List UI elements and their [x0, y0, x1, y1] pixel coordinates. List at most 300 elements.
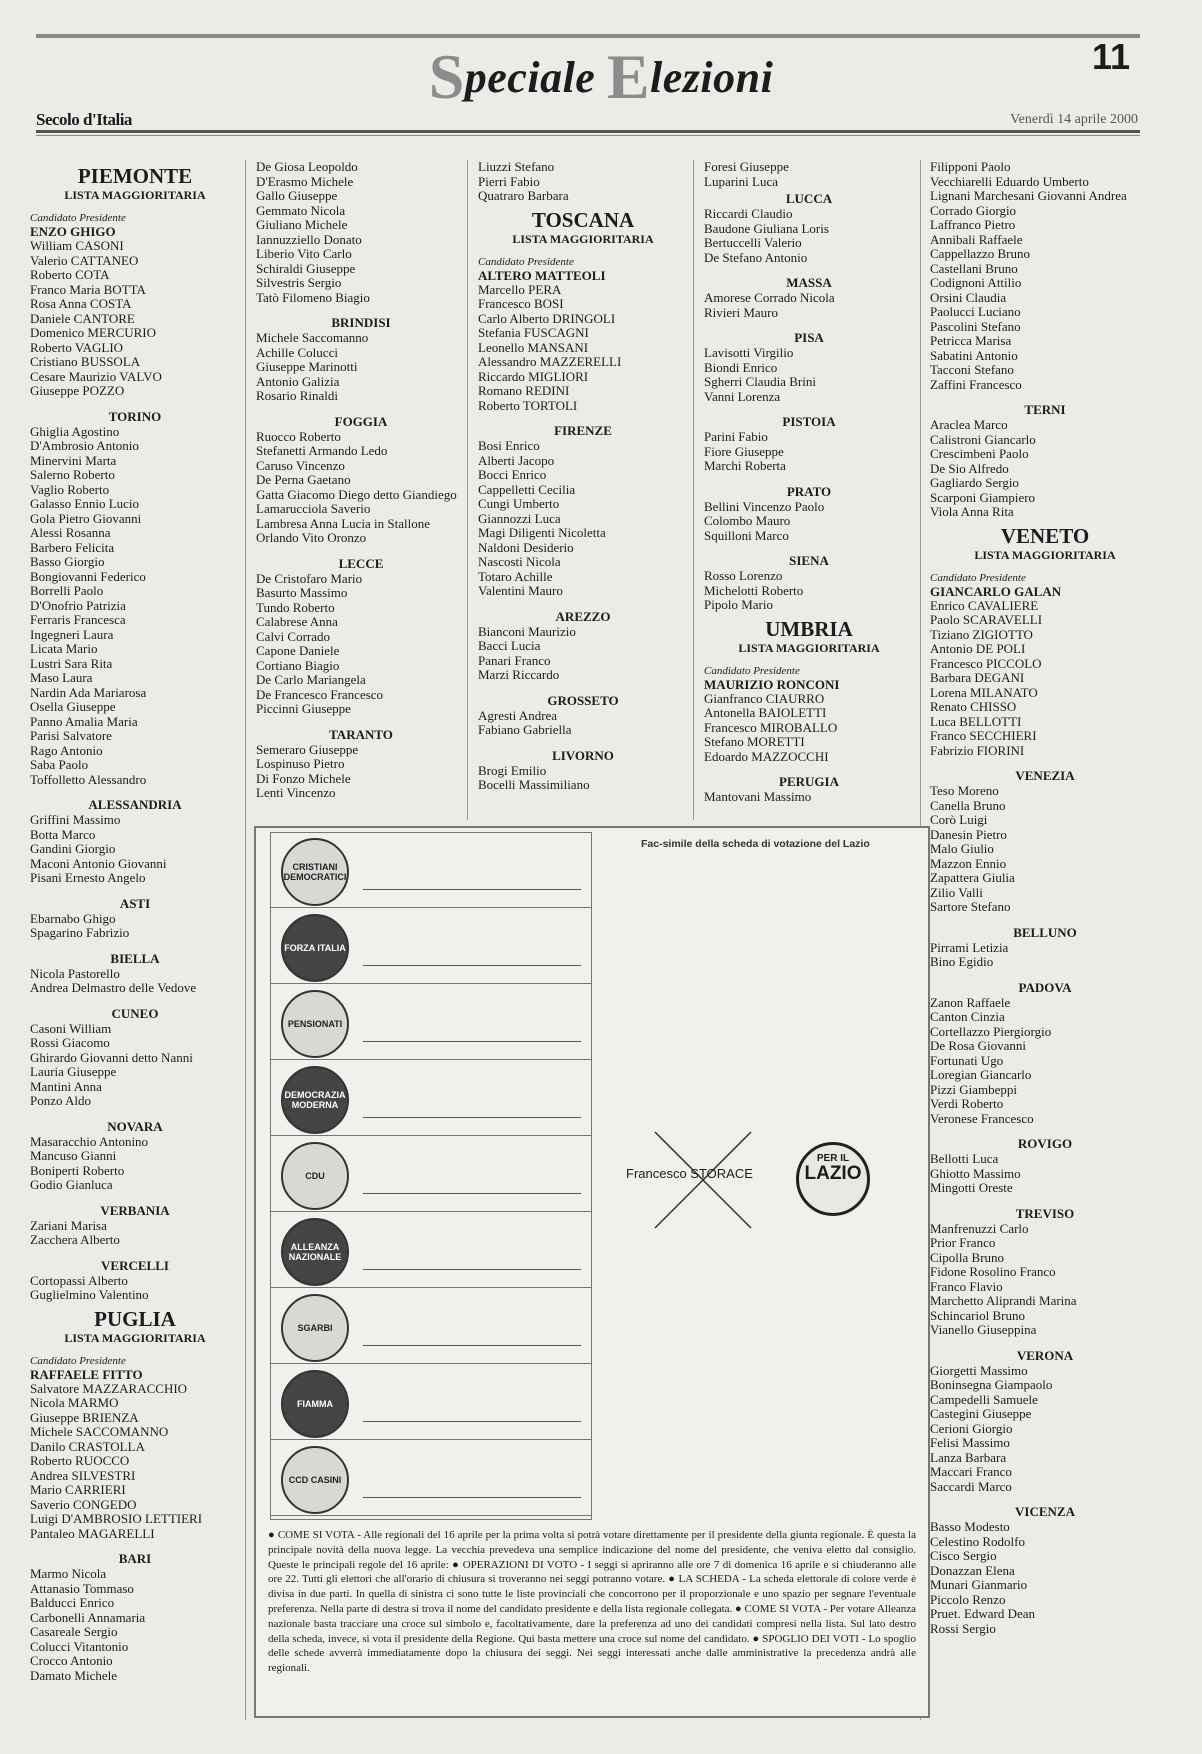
city-heading: BRINDISI — [331, 315, 391, 330]
preference-line — [363, 1345, 581, 1346]
city-heading: TARANTO — [329, 726, 393, 742]
candidate-name: Domenico MERCURIO — [30, 325, 157, 340]
candidate-name: Francesco BOSI — [478, 296, 564, 311]
candidate-name: Parini Fabio — [704, 429, 768, 444]
candidate-name: Bellini Vincenzo Paolo — [704, 498, 825, 514]
candidate-name: Balducci Enrico — [30, 1595, 115, 1610]
candidate-name: Celestino Rodolfo — [930, 1533, 1025, 1549]
candidate-name: Rosario Rinaldi — [256, 388, 338, 403]
candidate-name: Rago Antonio — [30, 742, 103, 758]
candidate-name: Corò Luigi — [930, 812, 988, 827]
candidate-name: Lospinuso Pietro — [256, 756, 345, 771]
candidate-name: De Stefano Antonio — [704, 249, 808, 265]
candidate-name: Munari Gianmario — [930, 1577, 1028, 1592]
candidate-name: Franco SECCHIERI — [930, 728, 1037, 743]
city-heading: VENEZIA — [1015, 768, 1075, 783]
candidate-name: Giuseppe BRIENZA — [30, 1409, 139, 1425]
name-list — [930, 996, 1160, 1127]
candidate-name: Rossi Giacomo — [30, 1035, 110, 1050]
candidate-name: Cungi Umberto — [478, 496, 560, 511]
candidate-name: Michelotti Roberto — [704, 582, 804, 598]
president-name: MAURIZIO RONCONI — [704, 676, 840, 692]
candidate-label: Candidato Presidente — [30, 1354, 126, 1367]
party-row — [271, 833, 591, 908]
candidate-name: Boniperti Roberto — [30, 1162, 125, 1178]
name-list — [704, 291, 914, 320]
candidate-name: Crocco Antonio — [30, 1653, 113, 1668]
candidate-name: Francesco PICCOLO — [930, 655, 1042, 671]
candidate-name: Daniele CANTORE — [30, 310, 135, 326]
candidate-name: Salerno Roberto — [30, 467, 115, 482]
candidate-name: Lanza Barbara — [930, 1449, 1007, 1465]
candidate-name: Bellotti Luca — [930, 1151, 999, 1166]
list-label: LISTA MAGGIORITARIA — [974, 547, 1116, 562]
presidential-candidate: Francesco STORACE — [626, 1166, 753, 1181]
party-row — [271, 1289, 591, 1364]
city-heading: TORINO — [108, 408, 162, 424]
candidate-name: Alessi Rosanna — [30, 525, 111, 540]
city-heading: GROSSETO — [547, 692, 619, 708]
column-divider — [467, 160, 468, 820]
candidate-name: Paolucci Luciano — [930, 304, 1021, 319]
candidate-name: Pirrami Letizia — [930, 939, 1009, 955]
candidate-name: Filipponi Paolo — [930, 159, 1011, 174]
candidate-name: Salvatore MAZZARACCHIO — [30, 1380, 188, 1396]
candidate-name: Gianfranco CIAURRO — [704, 690, 825, 706]
name-list — [478, 160, 688, 204]
candidate-name: Carlo Alberto DRINGOLI — [478, 310, 616, 326]
candidate-name: De Francesco Francesco — [256, 686, 384, 702]
candidate-name: Alessandro MAZZERELLI — [478, 354, 622, 369]
region-title: PIEMONTE — [77, 164, 193, 188]
city-heading: AREZZO — [555, 608, 611, 624]
candidate-name: Barbara DEGANI — [930, 670, 1025, 685]
candidate-name: Gemmato Nicola — [256, 202, 346, 218]
candidate-name: Canella Bruno — [930, 797, 1006, 813]
candidate-name: Mantini Anna — [30, 1078, 102, 1094]
candidate-name: Tacconi Stefano — [930, 362, 1014, 377]
candidate-name: Rosa Anna COSTA — [30, 296, 132, 311]
candidate-name: Maconi Antonio Giovanni — [30, 855, 167, 871]
candidate-name: Mancuso Gianni — [30, 1148, 117, 1163]
city-heading: PADOVA — [1018, 979, 1072, 995]
candidate-name: Cipolla Bruno — [930, 1249, 1005, 1265]
candidate-name: Paolo SCARAVELLI — [930, 612, 1043, 627]
city-heading: PRATO — [786, 483, 832, 499]
city-heading: LUCCA — [785, 191, 833, 206]
list-label: LISTA MAGGIORITARIA — [512, 231, 654, 246]
party-logo-icon: ALLEANZA NAZIONALE — [281, 1218, 349, 1286]
preference-line — [363, 1269, 581, 1270]
candidate-name: Calistroni Giancarlo — [930, 431, 1036, 447]
city-heading: PERUGIA — [779, 774, 839, 789]
candidate-name: William CASONI — [30, 238, 124, 253]
region-title: UMBRIA — [765, 616, 853, 641]
party-logo-icon: PENSIONATI — [281, 990, 349, 1058]
party-list-table — [270, 832, 592, 1520]
candidate-name: Ghiglia Agostino — [30, 423, 120, 439]
candidate-name: Foresi Giuseppe — [704, 159, 789, 174]
column-2 — [256, 160, 466, 801]
candidate-name: Gola Pietro Giovanni — [30, 510, 142, 526]
city-heading: VICENZA — [1015, 1504, 1075, 1519]
party-row — [271, 1441, 591, 1516]
candidate-name: Valentini Mauro — [478, 583, 563, 598]
name-list — [930, 1152, 1160, 1196]
city-heading: FIRENZE — [554, 423, 612, 438]
candidate-name: Pierri Fabio — [478, 173, 540, 189]
candidate-name: Sgherri Claudia Brini — [704, 374, 816, 389]
candidate-name: Baudone Giuliana Loris — [704, 220, 829, 236]
candidate-name: Lambresa Anna Lucia in Stallone — [256, 515, 431, 531]
city-heading: MASSA — [786, 275, 832, 290]
candidate-name: Marcello PERA — [478, 281, 562, 297]
candidate-name: Agresti Andrea — [478, 707, 558, 723]
candidate-name: Antonella BAIOLETTI — [704, 705, 827, 720]
candidate-name: Scarponi Giampiero — [930, 489, 1036, 505]
party-logo-icon: FORZA ITALIA — [281, 914, 349, 982]
president-name: GIANCARLO GALAN — [930, 583, 1062, 599]
candidate-name: Edoardo MAZZOCCHI — [704, 748, 829, 764]
city-heading: FOGGIA — [334, 413, 388, 429]
city-heading: LIVORNO — [552, 747, 614, 763]
candidate-name: Sartore Stefano — [930, 899, 1011, 914]
candidate-name: De Perna Gaetano — [256, 472, 351, 487]
candidate-name: Danesin Pietro — [930, 826, 1007, 842]
candidate-name: Pruet. Edward Dean — [930, 1606, 1036, 1621]
candidate-name: Mingotti Oreste — [930, 1180, 1013, 1195]
candidate-name: Mazzon Ennio — [930, 855, 1007, 871]
candidate-name: Cortiano Biagio — [256, 657, 340, 673]
list-label: LISTA MAGGIORITARIA — [738, 640, 880, 655]
candidate-name: Cisco Sergio — [930, 1548, 997, 1563]
ballot-facsimile — [254, 826, 930, 1718]
candidate-name: Ingegneri Laura — [30, 626, 114, 642]
header-rule-thin — [36, 135, 1140, 136]
city-heading: ALESSANDRIA — [88, 797, 182, 812]
candidate-name: Pipolo Mario — [704, 597, 773, 612]
name-list — [256, 430, 466, 546]
candidate-name: D'Onofrio Patrizia — [30, 597, 126, 613]
city-heading: NOVARA — [107, 1118, 163, 1134]
region-title: TOSCANA — [531, 207, 635, 232]
city-heading: TERNI — [1024, 402, 1066, 417]
candidate-name: Vianello Giuseppina — [930, 1322, 1037, 1337]
candidate-name: Capone Daniele — [256, 643, 340, 658]
candidate-name: Griffini Massimo — [30, 812, 121, 827]
president-name: RAFFAELE FITTO — [30, 1366, 143, 1382]
candidate-name: Galasso Ennio Lucio — [30, 496, 140, 511]
issue-date: Venerdì 14 aprile 2000 — [1010, 112, 1138, 127]
name-list — [704, 500, 914, 544]
candidate-name: Nardin Ada Mariarosa — [30, 684, 147, 700]
name-list — [478, 439, 688, 599]
candidate-name: Leonello MANSANI — [478, 339, 589, 355]
candidate-name: Orlando Vito Oronzo — [256, 530, 367, 545]
preference-line — [363, 1421, 581, 1422]
party-row — [271, 1061, 591, 1136]
candidate-name: Carbonelli Annamaria — [30, 1609, 146, 1625]
candidate-name: Luparini Luca — [704, 173, 778, 189]
candidate-name: Alberti Jacopo — [478, 452, 555, 468]
candidate-name: Maccari Franco — [930, 1464, 1012, 1479]
candidate-name: Brogi Emilio — [478, 762, 547, 778]
city-heading: VERCELLI — [101, 1257, 169, 1273]
city-heading: VERONA — [1016, 1347, 1074, 1363]
candidate-name: Bocelli Massimiliano — [478, 777, 590, 792]
candidate-name: Ferraris Francesca — [30, 612, 126, 627]
column-divider — [693, 160, 694, 820]
candidate-name: Renato CHISSO — [930, 699, 1017, 714]
candidate-name: Cappellazzo Bruno — [930, 246, 1030, 261]
candidate-name: Osella Giuseppe — [30, 699, 116, 714]
candidate-name: Prior Franco — [930, 1235, 996, 1250]
candidate-name: Zariani Marisa — [30, 1217, 107, 1233]
candidate-name: Schiraldi Giuseppe — [256, 260, 356, 276]
candidate-name: Fiore Giuseppe — [704, 443, 784, 459]
title-word-2: lezioni — [650, 53, 774, 102]
candidate-name: Stefania FUSCAGNI — [478, 325, 589, 340]
candidate-name: Danilo CRASTOLLA — [30, 1438, 145, 1454]
candidate-name: De Cristofaro Mario — [256, 570, 363, 586]
candidate-name: Barbero Felicita — [30, 539, 115, 555]
name-list — [256, 743, 466, 801]
candidate-name: Gatta Giacomo Diego detto Giandiego — [256, 486, 457, 502]
candidate-name: Pascolini Stefano — [930, 318, 1021, 334]
candidate-name: Tiziano ZIGIOTTO — [930, 626, 1033, 642]
candidate-name: Iannuzziello Donato — [256, 231, 362, 247]
candidate-name: Manfrenuzzi Carlo — [930, 1220, 1029, 1236]
title-initial: E — [606, 41, 651, 112]
name-list — [30, 1219, 240, 1248]
candidate-name: Nascosti Nicola — [478, 554, 561, 569]
candidate-name: Giuseppe Marinotti — [256, 359, 358, 374]
candidate-name: Lamarucciola Saverio — [256, 501, 371, 516]
column-divider — [245, 160, 246, 1720]
preference-line — [363, 1117, 581, 1118]
candidate-name: Roberto RUOCCO — [30, 1453, 130, 1468]
party-logo-icon: FIAMMA — [281, 1370, 349, 1438]
title-initial: S — [428, 41, 465, 112]
candidate-name: Crescimbeni Paolo — [930, 446, 1029, 461]
logo-text-top: PER IL — [816, 1153, 850, 1164]
candidate-name: Lignani Marchesani Giovanni Andrea — [930, 188, 1127, 203]
party-logo-icon: DEMOCRAZIA MODERNA — [281, 1066, 349, 1134]
city-heading: BARI — [118, 1551, 152, 1566]
name-list — [930, 418, 1160, 520]
city-heading: VERBANIA — [100, 1202, 170, 1218]
candidate-name: Lauria Giuseppe — [30, 1064, 117, 1079]
candidate-name: Tundo Roberto — [256, 599, 335, 615]
column-4 — [704, 160, 914, 805]
candidate-name: Stefanetti Armando Ledo — [256, 443, 388, 458]
preference-line — [363, 1193, 581, 1194]
candidate-name: Gandini Giorgio — [30, 841, 116, 856]
name-list — [930, 784, 1160, 915]
city-heading: BIELLA — [110, 950, 160, 966]
candidate-name: Roberto TORTOLI — [478, 397, 578, 413]
candidate-name: Caruso Vincenzo — [256, 457, 345, 473]
candidate-name: Parisi Salvatore — [30, 728, 112, 743]
candidate-name: Giorgetti Massimo — [930, 1362, 1028, 1378]
candidate-name: Naldoni Desiderio — [478, 539, 574, 555]
candidate-name: Bino Egidio — [930, 954, 994, 969]
name-list — [930, 941, 1160, 970]
candidate-name: Maso Laura — [30, 670, 93, 685]
header-rule — [36, 130, 1140, 133]
candidate-name: Semeraro Giuseppe — [256, 741, 359, 757]
candidate-name: Bacci Lucia — [478, 638, 541, 653]
candidate-name: Zacchera Alberto — [30, 1232, 120, 1247]
candidate-name: Franco Flavio — [930, 1278, 1003, 1294]
candidate-name: Antonio Galizia — [256, 373, 340, 389]
newspaper-name: Secolo d'Italia — [36, 110, 132, 129]
name-list — [478, 625, 688, 683]
name-list — [930, 1520, 1160, 1636]
party-row — [271, 909, 591, 984]
candidate-name: De Rosa Giovanni — [930, 1038, 1027, 1053]
candidate-name: Fabrizio FIORINI — [930, 742, 1025, 758]
candidate-name: Castegini Giuseppe — [930, 1406, 1032, 1421]
candidate-name: Ruocco Roberto — [256, 428, 341, 444]
candidate-name: Nicola Pastorello — [30, 965, 120, 981]
candidate-name: Saccardi Marco — [930, 1478, 1012, 1494]
candidate-name: Basurto Massimo — [256, 585, 348, 600]
region-title: VENETO — [1000, 523, 1090, 548]
city-heading: TREVISO — [1015, 1205, 1075, 1221]
candidate-name: Michele SACCOMANNO — [30, 1424, 169, 1439]
candidate-name: Malo Giulio — [930, 841, 994, 856]
candidate-name: Felisi Massimo — [930, 1435, 1010, 1450]
candidate-name: Riccardo MIGLIORI — [478, 368, 589, 384]
section-title — [0, 40, 1202, 110]
candidate-name: Marchi Roberta — [704, 458, 786, 473]
candidate-name: Spagarino Fabrizio — [30, 925, 130, 940]
candidate-name: De Carlo Mariangela — [256, 672, 366, 687]
candidate-name: Ghiotto Massimo — [930, 1165, 1021, 1181]
candidate-name: Viola Anna Rita — [930, 504, 1014, 519]
candidate-name: Di Fonzo Michele — [256, 770, 351, 786]
candidate-name: Magi Diligenti Nicoletta — [478, 525, 606, 540]
candidate-name: Silvestris Sergio — [256, 275, 342, 290]
candidate-name: Vanni Lorenza — [704, 388, 781, 404]
name-list — [704, 346, 914, 404]
party-row — [271, 985, 591, 1060]
candidate-name: Rossi Sergio — [930, 1620, 996, 1636]
city-heading: ASTI — [119, 895, 151, 911]
candidate-name: Piccinni Giuseppe — [256, 701, 351, 716]
candidate-name: Bosi Enrico — [478, 438, 540, 453]
candidate-name: Petricca Marisa — [930, 333, 1012, 348]
candidate-name: Codignoni Attilio — [930, 275, 1022, 290]
candidate-name: Pisani Ernesto Angelo — [30, 870, 146, 885]
title-word-1: peciale — [464, 53, 607, 102]
candidate-name: Calabrese Anna — [256, 614, 338, 629]
column-1 — [30, 160, 240, 1683]
preference-line — [363, 1497, 581, 1498]
candidate-name: Attanasio Tommaso — [30, 1580, 134, 1596]
candidate-name: Basso Giorgio — [30, 554, 105, 569]
candidate-name: Basso Modesto — [930, 1519, 1010, 1534]
name-list — [704, 790, 914, 805]
candidate-name: Orsini Claudia — [930, 289, 1007, 305]
candidate-label: Candidato Presidente — [704, 664, 800, 677]
facsimile-caption: Fac-simile della scheda di votazione del Lazio — [641, 838, 870, 850]
name-list — [30, 813, 240, 886]
city-heading: LECCE — [338, 555, 384, 571]
candidate-name: Cristiano BUSSOLA — [30, 354, 141, 369]
candidate-name: Cerioni Giorgio — [930, 1420, 1013, 1436]
candidate-name: Campedelli Samuele — [930, 1391, 1038, 1407]
page-number: 11 — [1091, 36, 1130, 77]
candidate-name: Annibali Raffaele — [930, 231, 1023, 247]
name-list — [704, 692, 914, 765]
name-list — [478, 764, 688, 793]
name-list — [478, 709, 688, 738]
column-3 — [478, 160, 688, 793]
city-heading: SIENA — [789, 553, 829, 568]
candidate-name: Masaracchio Antonino — [30, 1133, 149, 1149]
candidate-name: Bertuccelli Valerio — [704, 235, 802, 250]
candidate-name: Andrea SILVESTRI — [30, 1467, 136, 1483]
candidate-name: Licata Mario — [30, 641, 98, 656]
party-logo-icon: CCD CASINI — [281, 1446, 349, 1514]
candidate-name: Squilloni Marco — [704, 527, 789, 543]
candidate-name: Cortellazzo Piergiorgio — [930, 1023, 1052, 1039]
city-heading: ROVIGO — [1017, 1136, 1073, 1151]
name-list — [30, 1135, 240, 1193]
candidate-name: Giannozzi Luca — [478, 510, 561, 526]
candidate-name: Liuzzi Stefano — [478, 159, 555, 174]
logo-text-main: LAZIO — [804, 1163, 862, 1184]
candidate-name: Cappelletti Cecilia — [478, 481, 576, 497]
party-logo-icon: SGARBI — [281, 1294, 349, 1362]
name-list — [930, 160, 1160, 392]
party-row — [271, 1213, 591, 1288]
candidate-name: Teso Moreno — [930, 783, 999, 798]
candidate-name: Cortopassi Alberto — [30, 1272, 128, 1288]
candidate-name: Antonio DE POLI — [930, 641, 1026, 656]
candidate-name: Donazzan Elena — [930, 1562, 1015, 1578]
candidate-name: Vecchiarelli Eduardo Umberto — [930, 173, 1089, 189]
candidate-name: Casoni William — [30, 1020, 112, 1036]
candidate-name: Colombo Mauro — [704, 513, 791, 528]
candidate-name: Amorese Corrado Nicola — [704, 290, 835, 305]
name-list — [478, 283, 688, 414]
name-list — [30, 1274, 240, 1303]
candidate-name: Romano REDINI — [478, 383, 570, 398]
candidate-name: Canton Cinzia — [930, 1009, 1005, 1024]
candidate-name: Borrelli Paolo — [30, 583, 104, 598]
name-list — [930, 599, 1160, 759]
candidate-name: Fortunati Ugo — [930, 1052, 1004, 1068]
candidate-label: Candidato Presidente — [30, 212, 126, 224]
name-list — [930, 1222, 1160, 1338]
candidate-name: Cesare Maurizio VALVO — [30, 368, 162, 384]
candidate-name: Sabatini Antonio — [930, 347, 1018, 363]
candidate-name: Quatraro Barbara — [478, 188, 569, 203]
candidate-name: Francesco MIROBALLO — [704, 719, 838, 735]
candidate-name: Calvi Corrado — [256, 628, 331, 644]
name-list — [930, 1364, 1160, 1495]
candidate-name: Tatò Filomeno Biagio — [256, 289, 370, 305]
candidate-name: Liberio Vito Carlo — [256, 246, 352, 261]
city-heading: PISTOIA — [782, 414, 836, 429]
candidate-name: Bianconi Maurizio — [478, 623, 576, 639]
city-heading: CUNEO — [111, 1005, 159, 1021]
candidate-name: Ebarnabo Ghigo — [30, 910, 116, 926]
candidate-name: Laffranco Pietro — [930, 217, 1016, 232]
